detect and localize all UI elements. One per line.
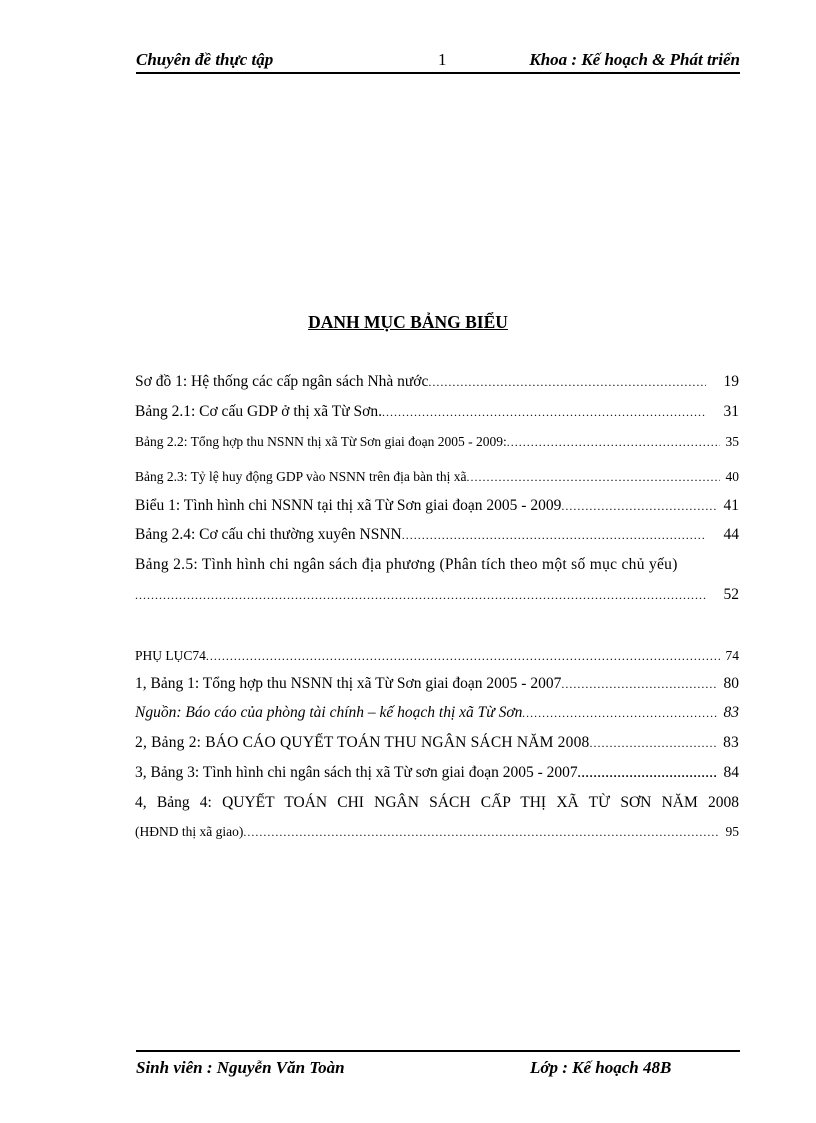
leader-dots	[466, 470, 719, 485]
toc-entry-text: 1, Bảng 1: Tổng hợp thu NSNN thị xã Từ Sơn giai đoạn 2005 - 2007	[135, 675, 562, 692]
toc-entry-text: Sơ đồ 1: Hệ thống các cấp ngân sách Nhà nước	[135, 373, 429, 390]
toc-entry-text: 4, Bảng 4: QUYẾT TOÁN CHI NGÂN SÁCH CẤP THỊ XÃ TỪ SƠN NĂM 2008	[135, 794, 739, 811]
toc-entry-page: 41	[723, 497, 739, 514]
toc-entry-page: 95	[725, 824, 739, 839]
toc-entry[interactable]	[135, 764, 739, 784]
leader-dots	[402, 528, 706, 543]
toc-entry[interactable]	[135, 497, 739, 517]
toc-entry-text: Bảng 2.2: Tổng hợp thu NSNN thị xã Từ Sơn giai đoạn 2005 - 2009:	[135, 434, 507, 449]
header-department: Khoa : Kế hoạch & Phát triển	[529, 50, 740, 69]
toc-entry[interactable]	[135, 526, 739, 546]
toc-entry[interactable]	[135, 734, 739, 754]
toc-entry-page: 84	[723, 764, 739, 781]
leader-dots	[382, 405, 706, 420]
toc-entry-page: 80	[723, 675, 739, 692]
leader-dots	[135, 588, 706, 603]
toc-entry-page: 40	[725, 469, 739, 484]
toc-entry-page: 19	[723, 373, 739, 390]
toc-entry-page: 31	[723, 403, 739, 420]
toc-entry-text: PHỤ LỤC74	[135, 648, 206, 663]
toc-entry-page: 35	[725, 434, 739, 449]
toc-entry-page: 74	[725, 648, 739, 663]
toc-entry-page: 83	[723, 704, 739, 721]
toc-entry-text: Nguồn: Báo cáo của phòng tài chính – kế hoạch thị xã Từ Sơn	[135, 704, 523, 721]
toc-entry[interactable]	[135, 373, 739, 393]
leader-dots	[243, 825, 719, 840]
leader-dots	[578, 766, 718, 781]
leader-dots	[561, 677, 717, 692]
header-subject: Chuyên đề thực tập	[136, 50, 274, 69]
toc-entry[interactable]	[135, 675, 739, 695]
leader-dots	[507, 435, 720, 450]
toc-entry[interactable]	[135, 434, 739, 454]
toc-entry[interactable]	[135, 403, 739, 423]
appendix-heading[interactable]	[135, 648, 739, 668]
toc-entry-line1[interactable]	[135, 794, 739, 814]
footer-class: Lớp : Kế hoạch 48B	[530, 1058, 672, 1077]
toc-entry-page: 44	[723, 526, 739, 543]
toc-entry-line2[interactable]	[135, 586, 739, 606]
toc-entry[interactable]	[135, 704, 739, 724]
toc-entry-text: Bảng 2.3: Tỷ lệ huy động GDP vào NSNN trên địa bàn thị xã	[135, 469, 467, 484]
toc-entry-line2[interactable]	[135, 824, 739, 844]
toc-entry-page: 52	[723, 586, 739, 603]
toc-entry-text: (HĐND thị xã giao)	[135, 824, 244, 839]
page-number: 1	[438, 50, 447, 69]
leader-dots	[522, 706, 717, 721]
toc-entry-text: 2, Bảng 2: BÁO CÁO QUYẾT TOÁN THU NGÂN SÁCH NĂM 2008	[135, 734, 590, 751]
page-title: DANH MỤC BẢNG BIỂU	[308, 312, 508, 332]
page-header	[136, 46, 740, 74]
toc-entry-line1[interactable]	[135, 556, 739, 576]
leader-dots	[561, 499, 717, 514]
toc-entry[interactable]	[135, 469, 739, 489]
footer-student: Sinh viên : Nguyễn Văn Toàn	[136, 1058, 345, 1077]
leader-dots	[206, 649, 720, 664]
toc-entry-page: 83	[723, 734, 739, 751]
toc-entry-text: Bảng 2.4: Cơ cấu chi thường xuyên NSNN	[135, 526, 402, 543]
toc-entry-text: Biểu 1: Tình hình chi NSNN tại thị xã Từ Sơn giai đoạn 2005 - 2009	[135, 497, 562, 514]
toc-entry-text: 3, Bảng 3: Tình hình chi ngân sách thị xã Từ sơn giai đoạn 2005 - 2007	[135, 764, 578, 781]
toc-entry-text: Bảng 2.1: Cơ cấu GDP ở thị xã Từ Sơn.	[135, 403, 382, 420]
leader-dots	[428, 375, 705, 390]
leader-dots	[589, 736, 717, 751]
page-footer	[136, 1050, 740, 1082]
toc-entry-text: Bảng 2.5: Tình hình chi ngân sách địa phương (Phân tích theo một số mục chủ yếu)	[135, 556, 678, 573]
